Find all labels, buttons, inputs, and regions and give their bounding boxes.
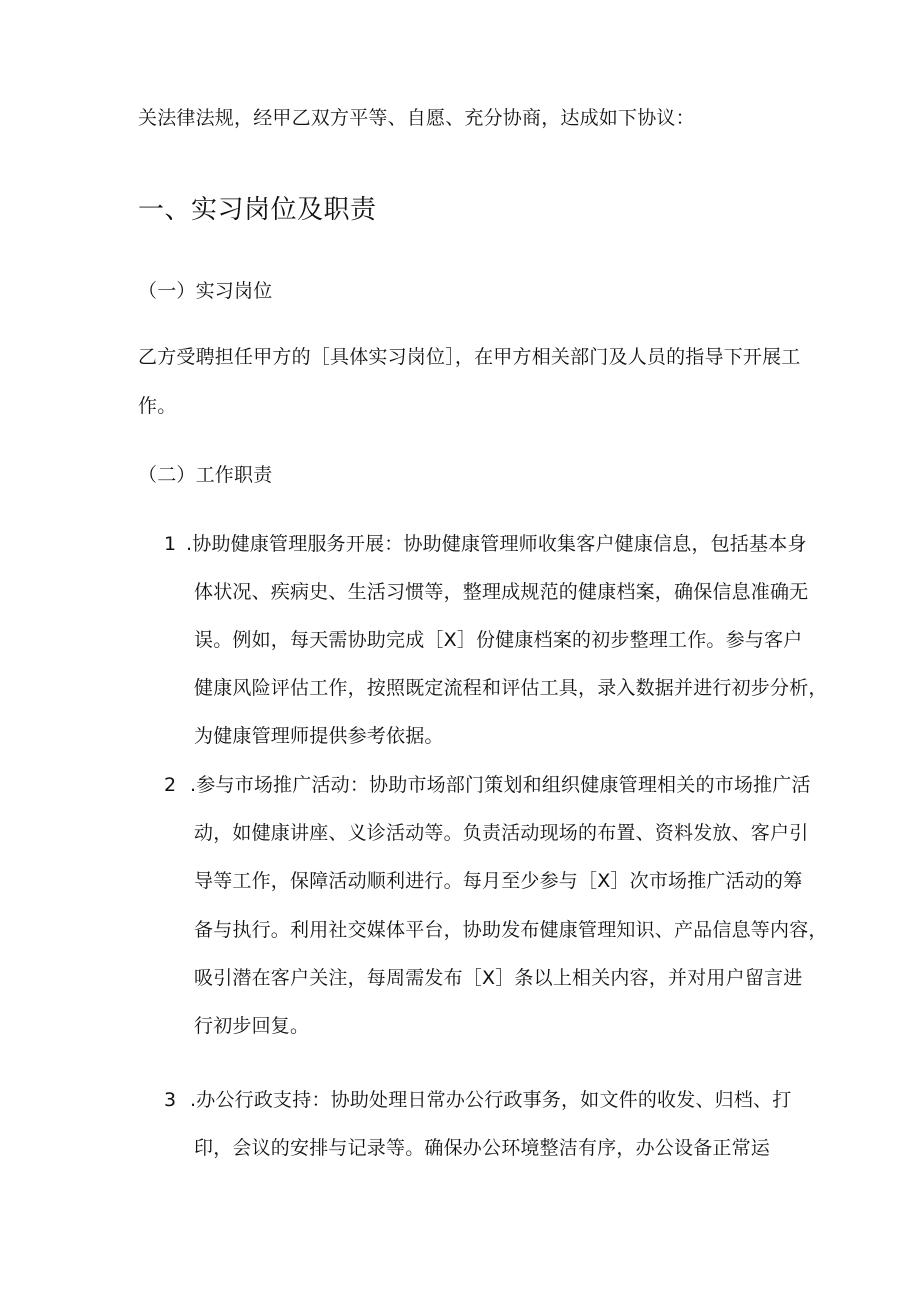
- list-item-line: .参与市场推广活动：协助市场部门策划和组织健康管理相关的市场推广活: [190, 774, 811, 796]
- list-item-number: 1: [164, 533, 177, 555]
- list-item-line: 为健康管理师提供参考依据。: [194, 725, 444, 747]
- intro-line: 关法律法规，经甲乙双方平等、自愿、充分协商，达成如下协议：: [138, 107, 695, 129]
- list-item-line: .协助健康管理服务开展：协助健康管理师收集客户健康信息，包括基本身: [186, 533, 807, 555]
- list-item-line: 吸引潜在客户关注，每周需发布［X］条以上相关内容，并对用户留言进: [194, 967, 803, 989]
- list-item-line: 误。例如，每天需协助完成［X］份健康档案的初步整理工作。参与客户: [194, 629, 803, 651]
- section-title: 一、实习岗位及职责: [138, 195, 377, 225]
- list-item-number: 2: [164, 774, 177, 796]
- list-item-line: .办公行政支持：协助处理日常办公行政事务，如文件的收发、归档、打: [190, 1089, 792, 1111]
- list-item-line: 导等工作，保障活动顺利进行。每月至少参与［X］次市场推广活动的筹: [194, 870, 803, 892]
- subsection-title: （二）工作职责: [138, 464, 273, 486]
- list-item-line: 健康风险评估工作，按照既定流程和评估工具，录入数据并进行初步分析，: [194, 677, 828, 699]
- list-item-line: 印，会议的安排与记录等。确保办公环境整洁有序，办公设备正常运: [194, 1137, 771, 1159]
- paragraph-line: 作。: [138, 395, 177, 417]
- paragraph-line: 乙方受聘担任甲方的［具体实习岗位］，在甲方相关部门及人员的指导下开展工: [138, 346, 801, 368]
- list-item-line: 动，如健康讲座、义诊活动等。负责活动现场的布置、资料发放、客户引: [194, 822, 809, 844]
- list-item-line: 备与执行。利用社交媒体平台，协助发布健康管理知识、产品信息等内容，: [194, 919, 828, 941]
- list-item-number: 3: [164, 1089, 177, 1111]
- subsection-title: （一）实习岗位: [138, 280, 273, 302]
- list-item-line: 体状况、疾病史、生活习惯等，整理成规范的健康档案，确保信息准确无: [194, 581, 809, 603]
- list-item-line: 行初步回复。: [194, 1015, 310, 1037]
